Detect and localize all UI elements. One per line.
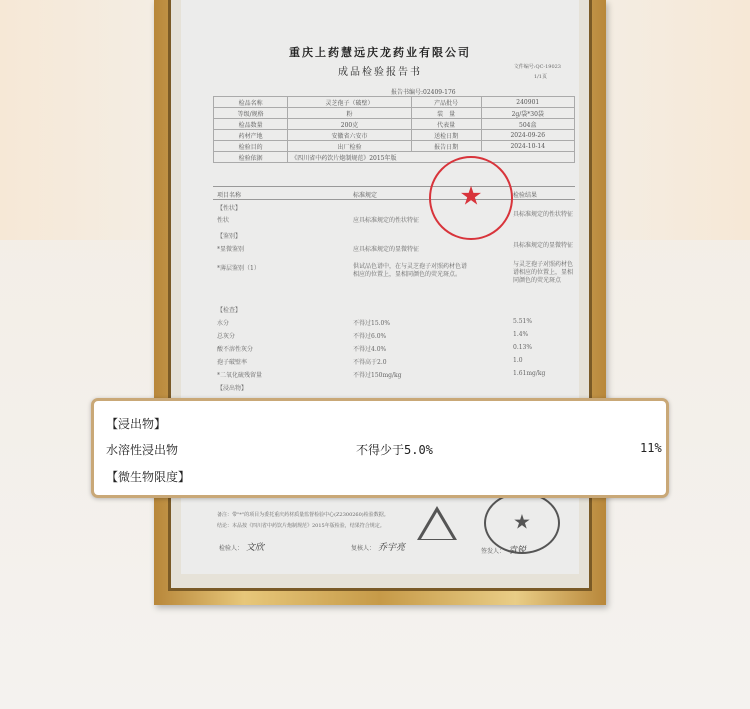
item-name: 酸不溶性灰分 [217,346,254,353]
table-row: 检品数量 200克 代表量 504盒 [214,119,575,130]
column-header-item: 项目名称 [217,192,242,199]
page-indicator: 1/1页 [533,74,547,80]
table-row: 检验目的 出厂检验 报告日期 2024-10-14 [214,141,575,152]
report-title: 成品检验报告书 [338,67,422,78]
company-seal [484,492,560,554]
item-name: *薄层鉴别（1） [217,265,260,272]
divider [213,199,575,200]
item-result: 具标准规定的显微特征 [513,242,574,249]
magnified-callout [91,398,669,498]
divider [213,186,575,187]
item-standard: 不得高于2.0 [353,359,387,366]
item-result: 1.4% [513,331,529,338]
background-right [600,0,750,240]
item-standard: 应具标准规定的显微特征 [353,246,420,253]
item-result: 1.61mg/kg [513,370,546,377]
item-result: 具标准规定的性状特征 [513,211,574,218]
table-row: 检验依据 《四川省中药饮片炮制规范》2015年版 [214,152,575,163]
remark: 备注：带"*"的项目为委托重庆药材质量监督检验中心(Z2300260)检验数据。 [217,512,389,518]
item-result: 1.0 [513,357,523,364]
document-code: 文件编号:QC-19023 [513,64,561,70]
section-inspection: 【检查】 [217,307,242,314]
item-result: 与灵芝孢子对照药材色谱相应的位置上，显相同颜色的荧光斑点 [513,261,574,284]
item-standard: 不得过4.0% [353,346,387,353]
table-row: 等级/规格 粉 装 量 2g/袋*30袋 [214,108,575,119]
section-character: 【性状】 [217,205,242,212]
item-standard: 不得过6.0% [353,333,387,340]
table-row: 药材产地 安徽省六安市 送检日期 2024-09-26 [214,130,575,141]
background-left [0,0,150,240]
item-standard: 不得过150mg/kg [353,372,402,379]
item-result: 5.51% [513,318,533,325]
star-icon: ★ [513,509,531,534]
star-icon: ★ [459,181,483,212]
product-info-table [213,96,575,163]
approver-signature: 签发人： 袁锐 [481,546,527,556]
column-header-standard: 标准规定 [353,192,378,199]
callout-item-name: 水溶性浸出物 [106,443,179,457]
item-name: 孢子破壁率 [217,359,248,366]
callout-item-result: 11% [640,441,662,455]
column-header-result: 检验结果 [513,192,538,199]
section-extract: 【浸出物】 [217,385,248,392]
table-row: 检品名称 灵芝孢子（破壁） 产品批号 240901 [214,97,575,108]
certificate-frame [154,0,606,605]
callout-section-extract: 【浸出物】 [106,417,167,431]
callout-section-micro: 【微生物限度】 [106,470,191,484]
reviewer-signature: 复核人： 乔宇亮 [351,543,406,553]
inspection-seal [429,156,513,240]
section-identification: 【鉴别】 [217,233,242,240]
item-standard: 供试品色谱中，在与灵芝孢子对照药材色谱相应的位置上，显相同颜色的荧光斑点。 [353,263,468,278]
item-name: *显微鉴别 [217,246,245,253]
item-name: 水分 [217,320,230,327]
item-name: *二氧化硫残留量 [217,372,263,379]
item-standard: 应具标准规定的性状特征 [353,217,420,224]
item-name: 性状 [217,217,230,224]
company-name: 重庆上药慧远庆龙药业有限公司 [289,46,471,59]
item-standard: 不得过15.0% [353,320,391,327]
item-name: 总灰分 [217,333,236,340]
conclusion: 结论：本品按《四川省中药饮片炮制规范》2015年版检验，结果符合规定。 [217,523,385,529]
callout-item-standard: 不得少于5.0% [356,443,433,457]
inspector-signature: 检验人： 文欣 [219,543,265,553]
report-number: 报告书编号:02409-176 [391,89,456,96]
item-result: 0.13% [513,344,533,351]
